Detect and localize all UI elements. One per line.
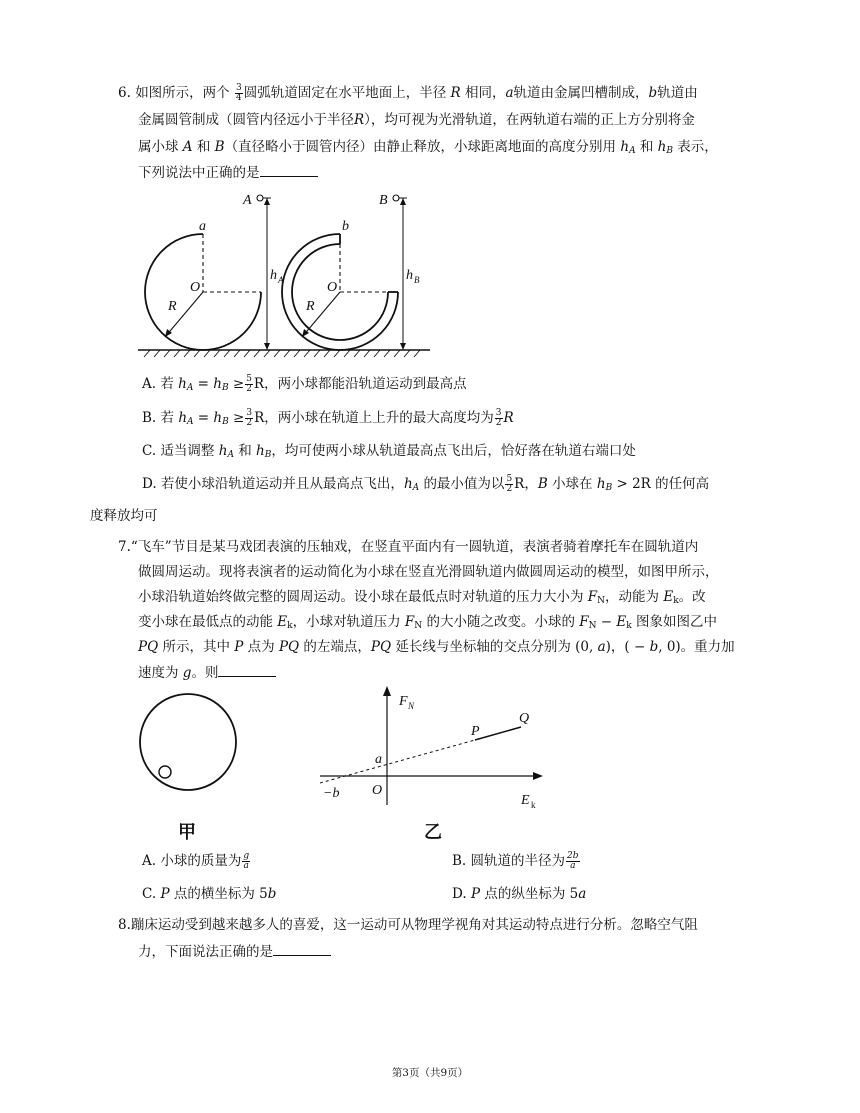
intercept-minus-b: −b (323, 786, 340, 801)
q6-number: 6. (118, 85, 131, 101)
point-P: P (471, 724, 480, 739)
label-radius-a: R (168, 299, 177, 314)
q7-line6: 速度为 g。则 (138, 662, 276, 683)
q7-line5: PQ 所示，其中 P 点为 PQ 的左端点，PQ 延长线与坐标轴的交点分别为 (0, a)，( − b, 0)。重力加 (138, 639, 735, 655)
answer-blank (260, 162, 318, 177)
q6-option-A: A. 若 $h_A = h_B$ ≥ $\frac{5}{2}$ R，两小球都能沿轨道运动到最高点 (142, 374, 467, 394)
q7-figure-yi (315, 683, 550, 813)
q6-option-C: C. 适当调整 $h_A$ 和 $h_B$，均可使两小球从轨道最高点飞出后，恰好落在轨道右端口处 (142, 443, 636, 460)
label-center-O-b: O (327, 280, 338, 295)
label-radius-b: R (306, 299, 315, 314)
fig-label-yi: 乙 (424, 822, 442, 843)
q6-option-B: B. 若 $h_A = h_B$ ≥ $\frac{3}{2}$ R，两小球在轨道上上升的最大高度均为 $\frac{3}{2}$ R (142, 408, 514, 428)
q7-option-D: D. P 点的纵坐标为 5a (452, 886, 587, 902)
label-center-O-a: O (190, 280, 201, 295)
q8-line2: 力，下面说法正确的是 (138, 941, 331, 962)
label-track-a: a (199, 219, 206, 234)
q7-line3: 小球沿轨道始终做完整的圆周运动。设小球在最低点时对轨道的压力大小为 $F_N$，动能为 $E_k$。改 (138, 589, 706, 606)
q6-option-D: D. 若使小球沿轨道运动并且从最高点飞出，$h_A$ 的最小值为以 $\frac{5}{2}$ R，B 小球在 $h_B > 2R$ 的任何高 (142, 474, 710, 494)
svg-text:A: A (278, 275, 284, 285)
label-track-b: b (342, 219, 349, 234)
svg-text:k: k (531, 800, 536, 810)
q7-line2: 做圆周运动。现将表演者的运动简化为小球在竖直光滑圆轨道内做圆周运动的模型，如图甲所示， (138, 564, 719, 580)
answer-blank (273, 941, 331, 956)
intercept-a: a (375, 752, 382, 767)
small-ball (159, 766, 171, 778)
svg-text:B: B (414, 275, 420, 285)
page-footer: 第3页（共9页） (391, 1067, 469, 1079)
answer-blank (218, 662, 276, 677)
axis-label-Ek: E (521, 793, 530, 808)
svg-text:N: N (408, 701, 415, 711)
q7-option-C: C. P 点的横坐标为 5b (142, 886, 277, 902)
q7-option-A: A. 小球的质量为 $\frac{g}{a}$ (142, 851, 250, 871)
origin-O: O (372, 783, 383, 798)
q7-option-B: B. 圆轨道的半径为 $\frac{2b}{a}$ (452, 851, 579, 871)
point-Q: Q (519, 711, 530, 726)
label-ball-B: B (379, 193, 388, 208)
label-hA: h (270, 268, 277, 283)
fraction-3-4: $\frac{3}{4}$ (235, 83, 242, 103)
q6-line1: 6. 如图所示，两个 $\frac{3}{4}$ 圆弧轨道固定在水平地面上，半径 R 相同，a轨道由金属凹槽制成，b轨道由 (118, 83, 698, 103)
q6-line4: 下列说法中正确的是 (138, 162, 318, 183)
axis-label-FN: F (399, 694, 408, 709)
q6-line3: 属小球 A 和 B（直径略小于圆管内径）由静止释放，小球距离地面的高度分别用 $h_A$ 和 $h_B$ 表示， (138, 139, 718, 156)
q7-figure-jia (135, 692, 245, 792)
q6-line2: 金属圆管制成（圆管内径远小于半径R），均可视为光滑轨道，在两轨道右端的正上方分别将金 (138, 112, 695, 128)
fig-label-jia: 甲 (178, 822, 196, 843)
q7-number: 7. (118, 539, 131, 555)
q7-line1: 7.“飞车”节目是某马戏团表演的压轴戏，在竖直平面内有一圆轨道，表演者骑着摩托车在圆轨道内 (118, 539, 699, 555)
q8-line1: 8.蹦床运动受到越来越多人的喜爱，这一运动可从物理学视角对其运动特点进行分析。忽略空气阻 (118, 917, 698, 933)
q6-track-figure (130, 185, 440, 360)
label-ball-A: A (243, 193, 252, 208)
q6-option-D-cont: 度释放均可 (90, 508, 158, 524)
q8-number: 8. (118, 917, 131, 933)
label-hB: h (406, 268, 413, 283)
q7-line4: 变小球在最低点的动能 $E_k$，小球对轨道压力 $F_N$ 的大小随之改变。小球的 $F_N - E_k$ 图象如图乙中 (138, 614, 718, 631)
